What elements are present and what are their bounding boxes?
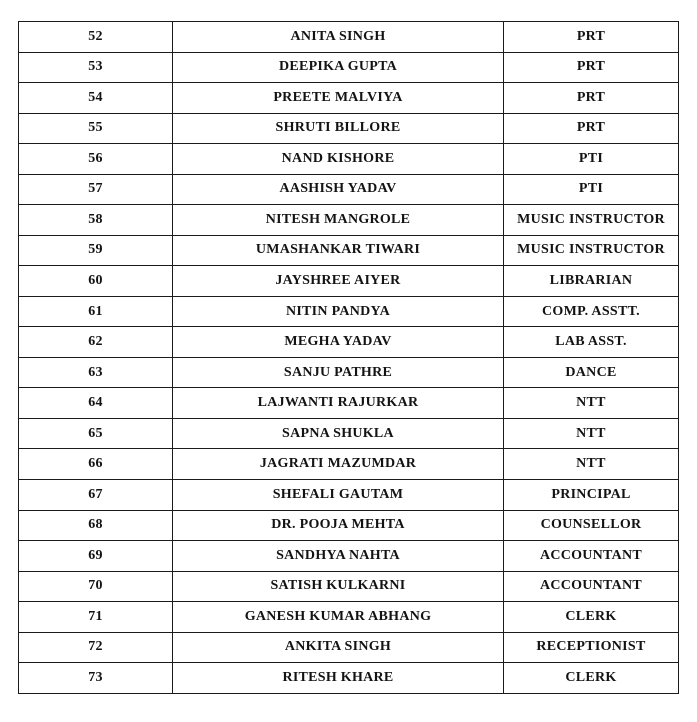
table-row bbox=[19, 357, 679, 388]
staff-name-cell: AASHISH YADAV bbox=[173, 174, 504, 205]
serial-number-cell: 63 bbox=[19, 357, 173, 388]
table-row bbox=[19, 113, 679, 144]
designation-cell: LAB ASST. bbox=[504, 327, 679, 358]
designation-cell: PRT bbox=[504, 83, 679, 114]
serial-number-cell: 60 bbox=[19, 266, 173, 297]
table-row bbox=[19, 571, 679, 602]
staff-name-cell: SANDHYA NAHTA bbox=[173, 541, 504, 572]
serial-number-cell: 66 bbox=[19, 449, 173, 480]
table-row bbox=[19, 235, 679, 266]
designation-cell: MUSIC INSTRUCTOR bbox=[504, 205, 679, 236]
staff-table-body bbox=[19, 22, 679, 694]
designation-cell: PRINCIPAL bbox=[504, 479, 679, 510]
table-row bbox=[19, 174, 679, 205]
serial-number-cell: 72 bbox=[19, 632, 173, 663]
designation-cell: CLERK bbox=[504, 602, 679, 633]
staff-name-cell: PREETE MALVIYA bbox=[173, 83, 504, 114]
serial-number-cell: 61 bbox=[19, 296, 173, 327]
designation-cell: PTI bbox=[504, 174, 679, 205]
staff-name-cell: SAPNA SHUKLA bbox=[173, 418, 504, 449]
designation-cell: ACCOUNTANT bbox=[504, 541, 679, 572]
staff-name-cell: NAND KISHORE bbox=[173, 144, 504, 175]
table-row bbox=[19, 418, 679, 449]
serial-number-cell: 58 bbox=[19, 205, 173, 236]
serial-number-cell: 59 bbox=[19, 235, 173, 266]
serial-number-cell: 52 bbox=[19, 22, 173, 53]
staff-name-cell: MEGHA YADAV bbox=[173, 327, 504, 358]
table-row bbox=[19, 205, 679, 236]
table-row bbox=[19, 602, 679, 633]
designation-cell: DANCE bbox=[504, 357, 679, 388]
serial-number-cell: 67 bbox=[19, 479, 173, 510]
serial-number-cell: 54 bbox=[19, 83, 173, 114]
table-row bbox=[19, 22, 679, 53]
staff-name-cell: SATISH KULKARNI bbox=[173, 571, 504, 602]
designation-cell: NTT bbox=[504, 388, 679, 419]
designation-cell: PTI bbox=[504, 144, 679, 175]
table-row bbox=[19, 52, 679, 83]
staff-name-cell: JAYSHREE AIYER bbox=[173, 266, 504, 297]
staff-name-cell: RITESH KHARE bbox=[173, 663, 504, 694]
staff-name-cell: JAGRATI MAZUMDAR bbox=[173, 449, 504, 480]
serial-number-cell: 53 bbox=[19, 52, 173, 83]
staff-name-cell: SHRUTI BILLORE bbox=[173, 113, 504, 144]
staff-list-table bbox=[18, 21, 679, 694]
staff-name-cell: ANKITA SINGH bbox=[173, 632, 504, 663]
table-row bbox=[19, 388, 679, 419]
designation-cell: NTT bbox=[504, 418, 679, 449]
serial-number-cell: 56 bbox=[19, 144, 173, 175]
designation-cell: PRT bbox=[504, 113, 679, 144]
designation-cell: MUSIC INSTRUCTOR bbox=[504, 235, 679, 266]
staff-name-cell: SHEFALI GAUTAM bbox=[173, 479, 504, 510]
staff-name-cell: GANESH KUMAR ABHANG bbox=[173, 602, 504, 633]
table-row bbox=[19, 327, 679, 358]
designation-cell: CLERK bbox=[504, 663, 679, 694]
serial-number-cell: 64 bbox=[19, 388, 173, 419]
designation-cell: NTT bbox=[504, 449, 679, 480]
serial-number-cell: 73 bbox=[19, 663, 173, 694]
table-row bbox=[19, 510, 679, 541]
staff-name-cell: NITIN PANDYA bbox=[173, 296, 504, 327]
staff-name-cell: SANJU PATHRE bbox=[173, 357, 504, 388]
designation-cell: LIBRARIAN bbox=[504, 266, 679, 297]
staff-name-cell: ANITA SINGH bbox=[173, 22, 504, 53]
staff-name-cell: DEEPIKA GUPTA bbox=[173, 52, 504, 83]
serial-number-cell: 70 bbox=[19, 571, 173, 602]
table-row bbox=[19, 663, 679, 694]
serial-number-cell: 55 bbox=[19, 113, 173, 144]
staff-name-cell: NITESH MANGROLE bbox=[173, 205, 504, 236]
serial-number-cell: 68 bbox=[19, 510, 173, 541]
table-row bbox=[19, 144, 679, 175]
table-row bbox=[19, 296, 679, 327]
table-row bbox=[19, 83, 679, 114]
designation-cell: PRT bbox=[504, 52, 679, 83]
designation-cell: PRT bbox=[504, 22, 679, 53]
designation-cell: COMP. ASSTT. bbox=[504, 296, 679, 327]
designation-cell: ACCOUNTANT bbox=[504, 571, 679, 602]
designation-cell: COUNSELLOR bbox=[504, 510, 679, 541]
serial-number-cell: 71 bbox=[19, 602, 173, 633]
designation-cell: RECEPTIONIST bbox=[504, 632, 679, 663]
serial-number-cell: 65 bbox=[19, 418, 173, 449]
table-row bbox=[19, 541, 679, 572]
staff-name-cell: UMASHANKAR TIWARI bbox=[173, 235, 504, 266]
serial-number-cell: 69 bbox=[19, 541, 173, 572]
table-row bbox=[19, 266, 679, 297]
staff-name-cell: DR. POOJA MEHTA bbox=[173, 510, 504, 541]
table-row bbox=[19, 449, 679, 480]
staff-name-cell: LAJWANTI RAJURKAR bbox=[173, 388, 504, 419]
serial-number-cell: 57 bbox=[19, 174, 173, 205]
table-row bbox=[19, 632, 679, 663]
table-row bbox=[19, 479, 679, 510]
serial-number-cell: 62 bbox=[19, 327, 173, 358]
